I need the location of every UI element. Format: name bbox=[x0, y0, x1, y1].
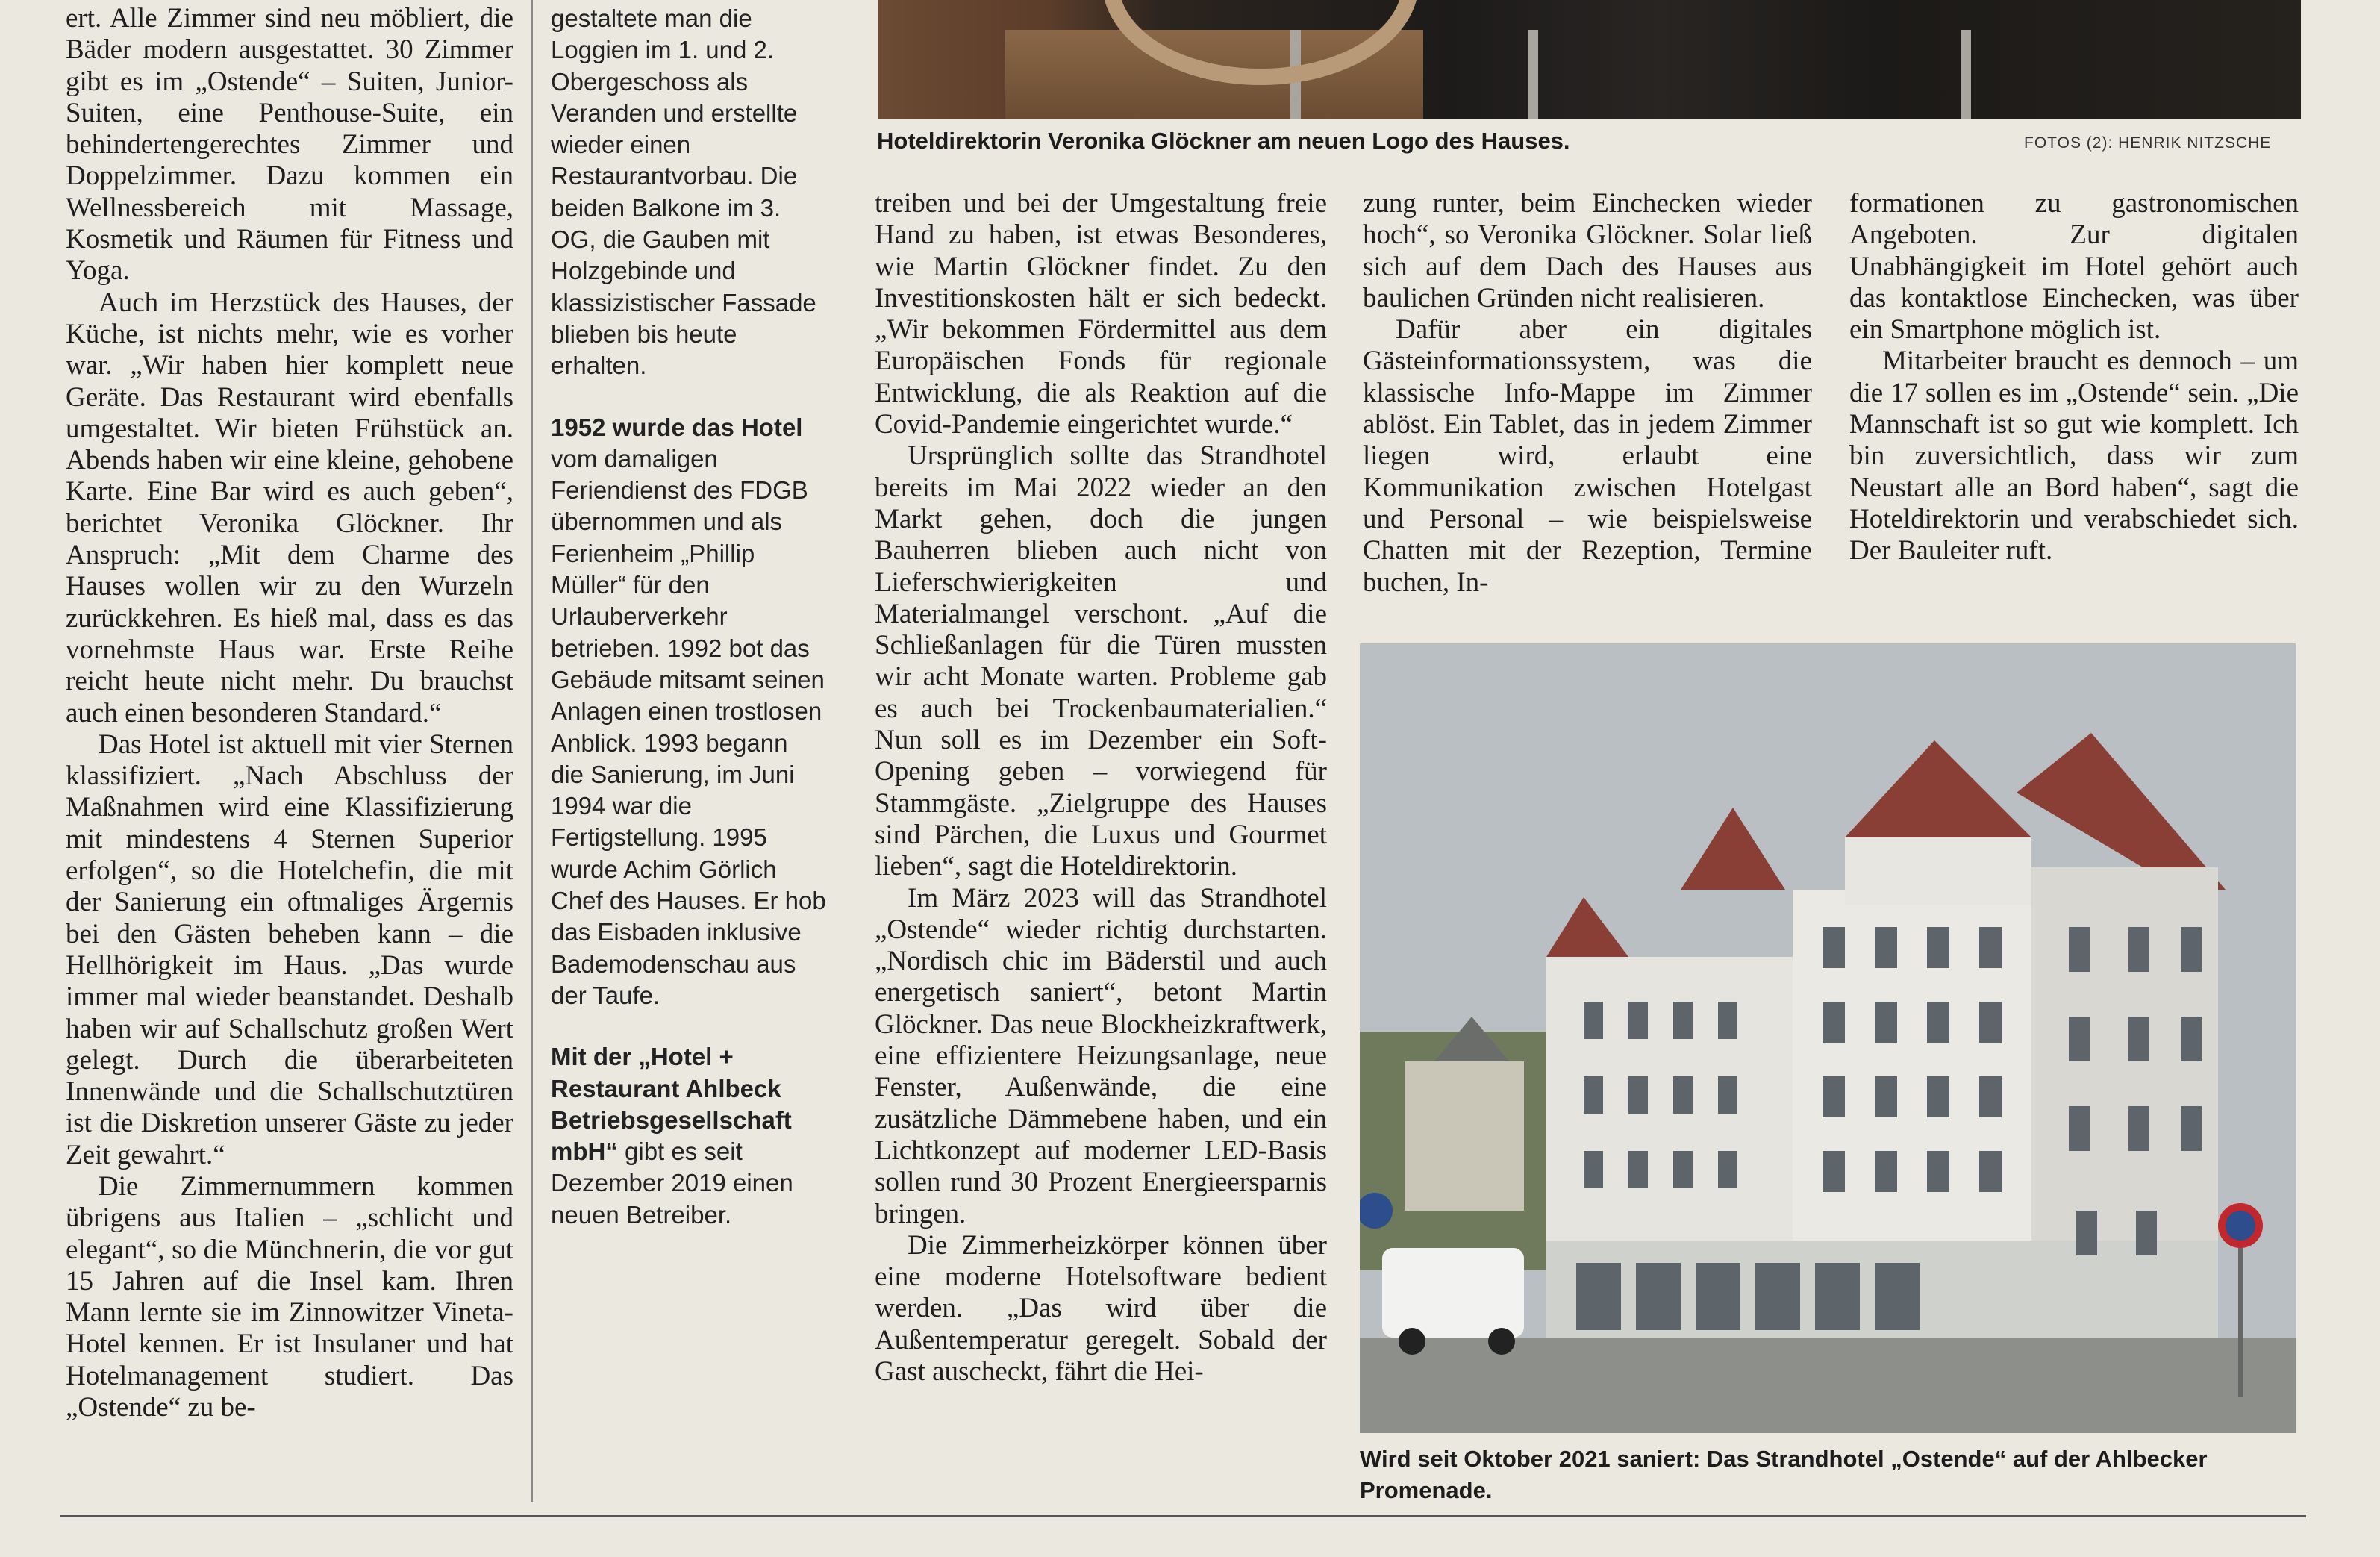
paragraph: Auch im Herzstück des Hauses, der Küche, ist nichts mehr, wie es vorher war. „Wir haben hier komplett neue Geräte. Das Restaurant wird ebenfalls umgestaltet. Wir bieten Frühstück an. Abends haben wir eine kleine, gehobene Karte. Eine Bar wird es auch geben“, berichtet Veronika Glöckner. Ihr Anspruch: „Mit dem Charme des Hauses wollen wir zu den Wurzeln zurückkehren. Es hieß mal, dass es das vornehmste Haus war. Erste Reihe reicht heute nicht mehr. Du brauchst auch einen besonderen Standard.“ bbox=[66, 287, 514, 728]
paragraph: formationen zu gastronomischen Angeboten. Zur digitalen Unabhängigkeit im Hotel gehört auch das kontaktlose Einchecken, was über ein Smartphone möglich ist. bbox=[1849, 188, 2299, 346]
sidebar-heading-operator: Mit der „Hotel + Restaurant Ahlbeck Betriebsgesellschaft mbH“ bbox=[551, 1043, 792, 1166]
article-column-3 bbox=[875, 188, 1327, 1388]
article-column-1 bbox=[66, 3, 513, 1423]
article-column-5 bbox=[1849, 188, 2299, 567]
paragraph: Mitarbeiter braucht es dennoch – um die 17 sollen es im „Ostende“ sein. „Die Mannschaft ist so gut wie komplett. Ich bin zuversichtlich, dass wir zum Neustart alle an Bord haben“, sagt die Hoteldirektorin und verabschiedet sich. Der Bauleiter ruft. bbox=[1849, 346, 2299, 567]
sidebar-column bbox=[551, 3, 827, 1231]
photo-bottom-caption: Wird seit Oktober 2021 saniert: Das Strandhotel „Ostende“ auf der Ahlbecker Promenade. bbox=[1360, 1446, 2208, 1503]
paragraph: Dafür aber ein digitales Gästeinformationssystem, was die klassische Info-Mappe im Zimmer ablöst. Ein Tablet, das in jedem Zimmer liegen wird, erlaubt eine Kommunikation zwischen Hotelgast und Personal – wie beispielsweise Chatten mit der Rezeption, Termine buchen, In- bbox=[1363, 314, 1812, 598]
sidebar-heading-1952: 1952 wurde das Hotel bbox=[551, 413, 803, 441]
bottom-rule bbox=[60, 1515, 2306, 1517]
sidebar-text-operator: gibt es seit Dezember 2019 einen neuen Betreiber. bbox=[551, 1138, 793, 1229]
photo-credit: FOTOS (2): HENRIK NITZSCHE bbox=[2024, 134, 2272, 152]
paragraph: zung runter, beim Einchecken wieder hoch“, so Veronika Glöckner. Solar ließ sich auf dem Dach des Hauses aus baulichen Gründen nicht realisieren. bbox=[1363, 188, 1812, 313]
sidebar-text-1952: vom damaligen Feriendienst des FDGB übernommen und als Ferienheim „Phillip Müller“ für den Urlauberverkehr betrieben. 1992 bot das Gebäude mitsamt seinen Anlagen einen trostlosen Anblick. 1993 begann die Sanierung, im Juni 1994 war die Fertigstellung. 1995 wurde Achim Görlich Chef des Hauses. Er hob das Eisbaden inklusive Bademodenschau aus der Taufe. bbox=[551, 444, 826, 1009]
paragraph: treiben und bei der Umgestaltung freie Hand zu haben, ist etwas Besonderes, wie Martin Glöckner findet. Zu den Investitionskosten hält er sich bedeckt. „Wir bekommen Fördermittel aus dem Europäischen Fonds für regionale Entwicklung, die als Reaktion auf die Covid-Pandemie eingerichtet wurde.“ bbox=[875, 188, 1327, 440]
paragraph: Das Hotel ist aktuell mit vier Sternen klassifiziert. „Nach Abschluss der Maßnahmen wird eine Klassifizierung mit mindestens 4 Sternen Superior erfolgen“, so die Hotelchefin, die mit der Sanierung ein oftmaliges Ärgernis bei den Gästen beheben kann – die Hellhörigkeit im Haus. „Das wurde immer mal wieder beanstandet. Deshalb haben wir auf Schallschutz großen Wert gelegt. Durch die überarbeiteten Innenwände und die Schallschutztüren ist die Diskretion unserer Gäste zu jeder Zeit gewahrt.“ bbox=[66, 728, 513, 1170]
paragraph: Im März 2023 will das Strandhotel „Ostende“ wieder richtig durchstarten. „Nordisch chic im Bäderstil und auch energetisch saniert“, betont Martin Glöckner. Das neue Blockheizkraftwerk, eine effizientere Heizungsanlage, neue Fenster, Außenwände, die eine zusätzliche Dämmebene haben, und ein Lichtkonzept auf moderner LED-Basis sollen rund 30 Prozent Energieersparnis bringen. bbox=[875, 882, 1327, 1229]
paragraph: Die Zimmerheizkörper können über eine moderne Hotelsoftware bedient werden. „Das wird über die Außentemperatur geregelt. Sobald der Gast auscheckt, fährt die Hei- bbox=[875, 1229, 1327, 1387]
sidebar-intro: gestaltete man die Loggien im 1. und 2. Obergeschoss als Veranden und erstellte wieder einen Restaurantvorbau. Die beiden Balkone im 3. OG, die Gauben mit Holzgebinde und klassizistischer Fassade blieben bis heute erhalten. bbox=[551, 4, 816, 380]
paragraph: Die Zimmernummern kommen übrigens aus Italien – „schlicht und elegant“, so die Münchnerin, die vor gut 15 Jahren auf die Insel kam. Ihren Mann lernte sie im Zinnowitzer Vineta-Hotel kennen. Er ist Insulaner und hat Hotelmanagement studiert. Das „Ostende“ zu be- bbox=[66, 1170, 513, 1423]
photo-logo bbox=[878, 0, 2301, 119]
photo-hotel-building bbox=[1360, 643, 2296, 1433]
photo-top-caption: Hoteldirektorin Veronika Glöckner am neuen Logo des Hauses. bbox=[877, 128, 1570, 154]
paragraph: ert. Alle Zimmer sind neu möbliert, die Bäder modern ausgestattet. 30 Zimmer gibt es im „Ostende“ – Suiten, Junior-Suiten, eine Penthouse-Suite, ein behindertengerechtes Zimmer und Doppelzimmer. Dazu kommen ein Wellnessbereich mit Massage, Kosmetik und Räumen für Fitness und Yoga. bbox=[66, 3, 513, 287]
paragraph: Ursprünglich sollte das Strandhotel bereits im Mai 2022 wieder an den Markt gehen, doch die jungen Bauherren blieben auch nicht von Lieferschwierigkeiten und Materialmangel verschont. „Auf die Schließanlagen für die Türen mussten wir acht Monate warten. Probleme gab es auch bei Trockenbaumaterialien.“ Nun soll es im Dezember ein Soft-Opening geben – vorwiegend für Stammgäste. „Zielgruppe des Hauses sind Pärchen, die Luxus und Gourmet lieben“, sagt die Hoteldirektorin. bbox=[875, 440, 1327, 882]
column-rule bbox=[531, 0, 533, 1502]
article-column-4 bbox=[1363, 188, 1812, 599]
